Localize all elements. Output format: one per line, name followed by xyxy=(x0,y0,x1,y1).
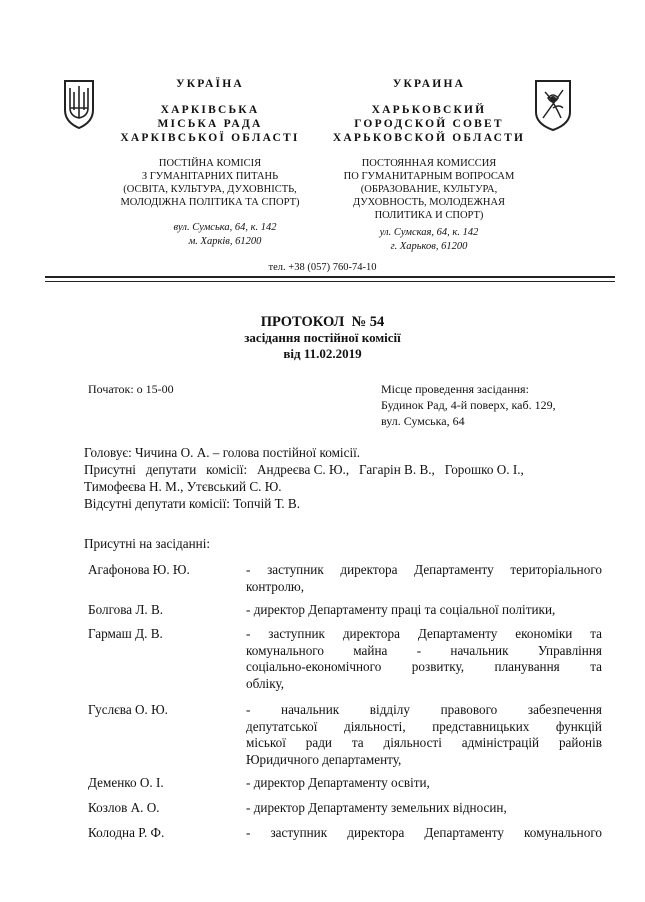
role-line: - заступник директора Департаменту територіального xyxy=(246,562,602,577)
absent-line: Відсутні депутати комісії: Топчій Т. В. xyxy=(84,496,301,511)
protocol-heading xyxy=(0,314,645,362)
role-line: обліку, xyxy=(246,675,285,691)
meeting-place-line2: Будинок Рад, 4-й поверх, каб. 129, xyxy=(381,398,556,412)
protocol-title: ПРОТОКОЛ № 54 xyxy=(260,314,385,330)
attendee-role xyxy=(246,775,602,792)
attendance xyxy=(84,444,594,512)
attendee-role xyxy=(246,800,602,817)
address-ua-line2: м. Харків, 61200 xyxy=(188,236,262,247)
protocol-date: від 11.02.2019 xyxy=(283,346,362,361)
role-line: комунального майна - начальник Управління xyxy=(246,642,602,658)
org-ua-line1: ХАРКІВСЬКА xyxy=(160,104,260,116)
protocol-subtitle: засідання постійної комісії xyxy=(244,330,401,345)
attendee-role xyxy=(246,626,602,692)
commission-ua-line1: ПОСТІЙНА КОМІСІЯ xyxy=(158,158,262,169)
role-line: - заступник директора Департаменту економіки та xyxy=(246,626,602,641)
commission-ru-line2: ПО ГУМАНИТАРНЫМ ВОПРОСАМ xyxy=(343,171,515,182)
role-line: - директор Департаменту освіти, xyxy=(246,775,430,790)
attendee-name: Гуслєва О. Ю. xyxy=(88,702,168,717)
present-line2: Тимофеєва Н. М., Утєвський С. Ю. xyxy=(84,479,282,494)
header-rule-thick xyxy=(45,276,615,278)
attendee-name: Болгова Л. В. xyxy=(88,602,164,617)
attendees-heading: Присутні на засіданні: xyxy=(84,536,211,551)
address-ua-line1: вул. Сумська, 64, к. 142 xyxy=(173,222,277,233)
role-line: - заступник директора Департаменту комунального xyxy=(246,825,602,840)
commission-ua-line3: (ОСВІТА, КУЛЬТУРА, ДУХОВНІСТЬ, xyxy=(123,184,297,195)
header-left xyxy=(100,77,320,249)
attendee-name: Деменко О. І. xyxy=(88,775,164,790)
org-ua-line3: ХАРКІВСЬКОЇ ОБЛАСТІ xyxy=(120,132,300,144)
commission-ua-line2: З ГУМАНІТАРНИХ ПИТАНЬ xyxy=(141,171,279,182)
commission-ru-line4: ДУХОВНОСТЬ, МОЛОДЕЖНАЯ xyxy=(352,197,506,208)
org-ru-line3: ХАРЬКОВСКОЙ ОБЛАСТИ xyxy=(332,132,526,144)
meeting-start: Початок: о 15-00 xyxy=(88,382,174,396)
role-line: депутатської діяльності, представницьких функцій xyxy=(246,718,602,734)
attendee-role xyxy=(246,702,602,768)
address-ru-line2: г. Харьков, 61200 xyxy=(390,241,468,252)
meeting-place-line1: Місце проведення засідання: xyxy=(381,382,529,396)
org-ru-line1: ХАРЬКОВСКИЙ xyxy=(371,104,487,116)
org-ua-line2: МІСЬКА РАДА xyxy=(157,118,263,130)
header-right xyxy=(318,77,540,254)
header-rule-thin xyxy=(45,281,615,282)
address-ru-line1: ул. Сумская, 64, к. 142 xyxy=(379,227,479,238)
attendee-name: Гармаш Д. В. xyxy=(88,626,163,641)
meeting-place xyxy=(381,381,556,429)
role-line: соціально-економічного розвитку, планування та xyxy=(246,659,602,674)
chair-line: Головує: Чичина О. А. – голова постійної комісії. xyxy=(84,445,361,460)
ukraine-coat-of-arms-icon xyxy=(62,78,96,130)
meeting-place-line3: вул. Сумська, 64 xyxy=(381,414,465,428)
country-ua: УКРАЇНА xyxy=(176,78,244,90)
country-ru: УКРАИНА xyxy=(392,78,466,90)
present-line1: Присутні депутати комісії: Андреєва С. Ю., Гагарін В. В., Горошко О. І., xyxy=(84,462,524,477)
org-ru-line2: ГОРОДСКОЙ СОВЕТ xyxy=(354,118,504,130)
role-line: - начальник відділу правового забезпечення xyxy=(246,702,602,717)
role-line: міської ради та діяльності адміністрацій районів xyxy=(246,735,602,750)
role-line: контролю, xyxy=(246,578,305,594)
phone: тел. +38 (057) 760-74-10 xyxy=(268,262,377,273)
role-line: - директор Департаменту земельних відносин, xyxy=(246,800,507,815)
attendee-role xyxy=(246,562,602,595)
commission-ru-line5: ПОЛИТИКА И СПОРТ) xyxy=(374,210,484,221)
attendee-role xyxy=(246,825,602,842)
attendee-name: Козлов А. О. xyxy=(88,800,160,815)
commission-ru-line1: ПОСТОЯННАЯ КОМИССИЯ xyxy=(361,158,497,169)
role-line: - директор Департаменту праці та соціальної політики, xyxy=(246,602,556,617)
attendee-name: Колодна Р. Ф. xyxy=(88,825,165,840)
role-line: Юридичного департаменту, xyxy=(246,751,402,767)
commission-ru-line3: (ОБРАЗОВАНИЕ, КУЛЬТУРА, xyxy=(360,184,498,195)
commission-ua-line4: МОЛОДІЖНА ПОЛІТИКА ТА СПОРТ) xyxy=(120,197,300,208)
attendee-name: Агафонова Ю. Ю. xyxy=(88,562,190,577)
attendee-role xyxy=(246,602,602,619)
